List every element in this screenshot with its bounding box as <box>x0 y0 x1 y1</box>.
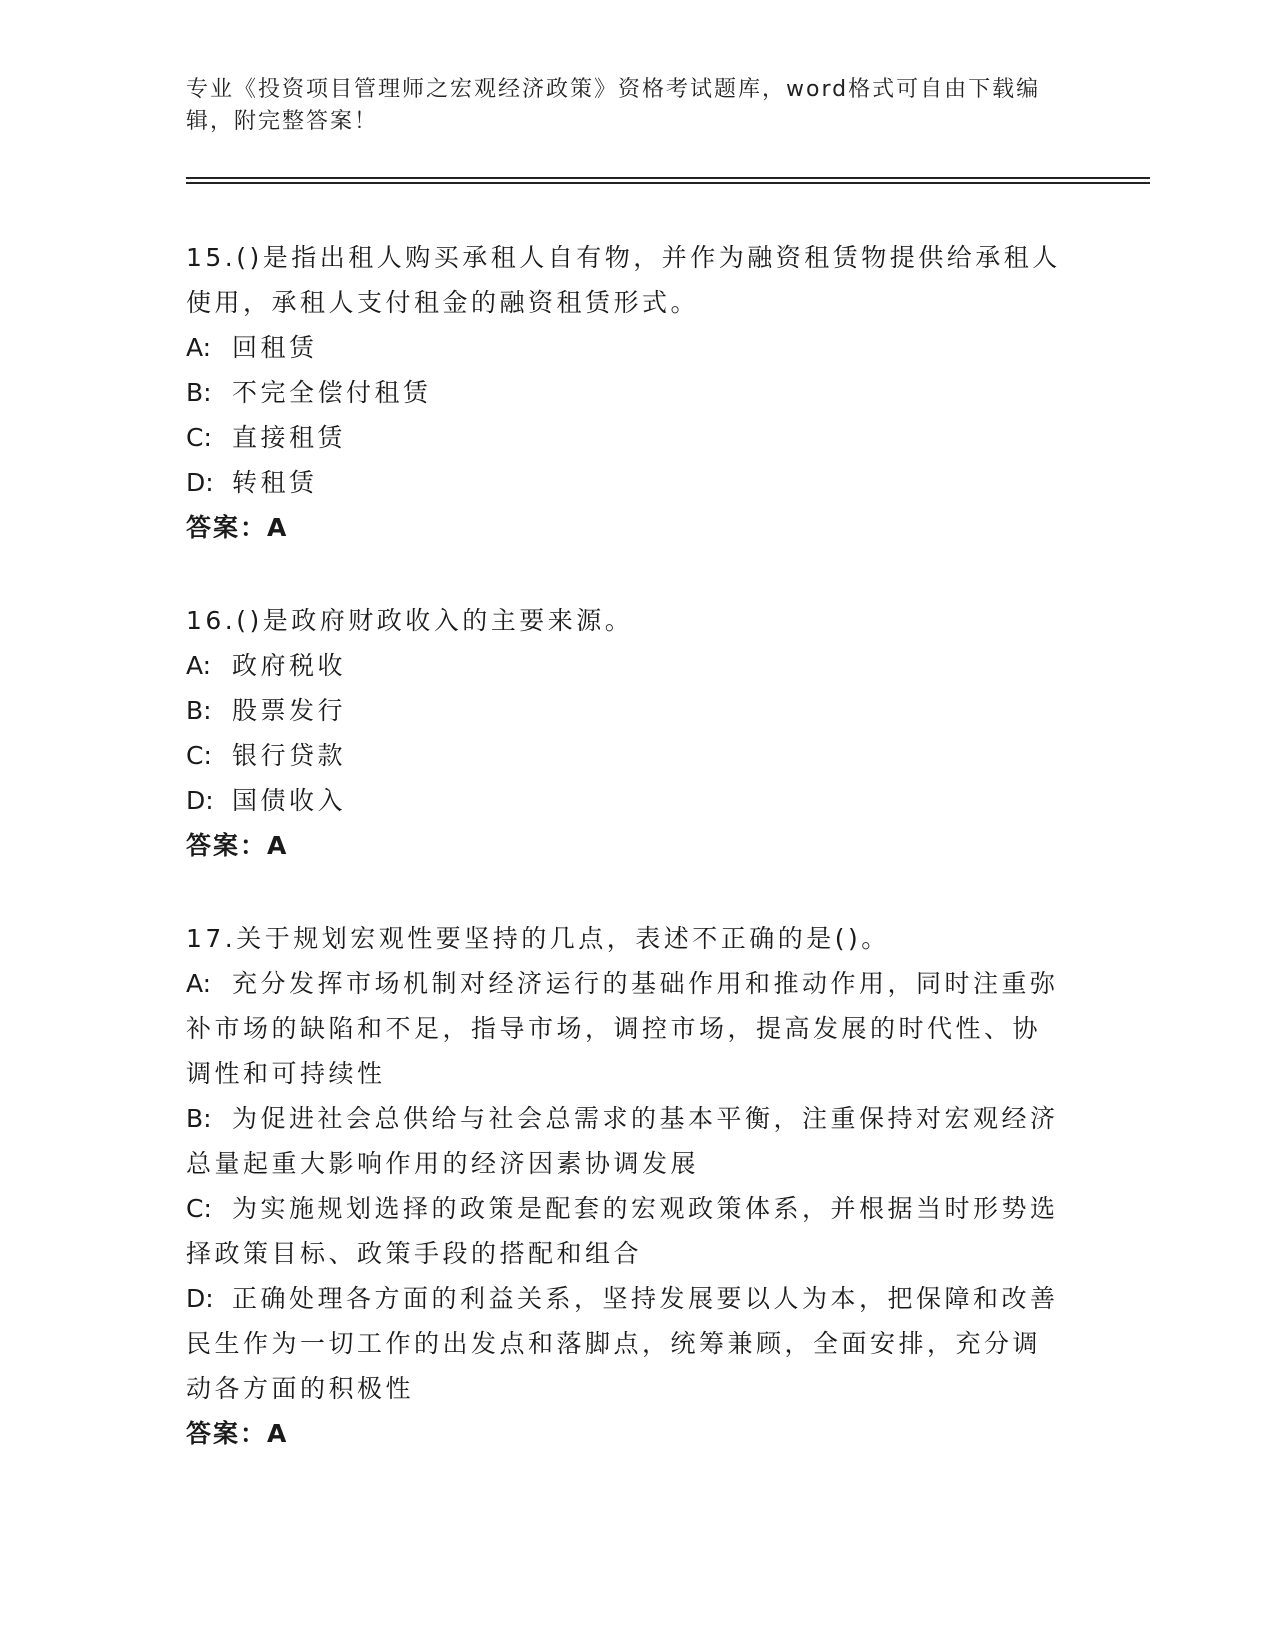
option-letter: B: <box>186 1104 212 1133</box>
option-b <box>186 370 1066 415</box>
option-letter: A: <box>186 651 212 680</box>
option-text: 国债收入 <box>232 786 347 815</box>
option-b <box>186 688 1066 733</box>
option-c <box>186 415 1066 460</box>
option-d <box>186 460 1066 505</box>
option-text: 充分发挥市场机制对经济运行的基础作用和推动作用，同时注重弥补市场的缺陷和不足，指导市场，调控市场，提高发展的时代性、协调性和可持续性 <box>186 969 1059 1088</box>
answer-line: 答案：A <box>186 831 289 860</box>
option-d <box>186 1276 1066 1411</box>
question-list <box>186 235 1066 1504</box>
option-text: 不完全偿付租赁 <box>232 378 432 407</box>
question-text: 16.()是政府财政收入的主要来源。 <box>186 606 634 635</box>
option-letter: D: <box>186 786 214 815</box>
question-17 <box>186 916 1066 1456</box>
option-text: 转租赁 <box>232 468 318 497</box>
option-text: 政府税收 <box>232 651 347 680</box>
document-header: 专业《投资项目管理师之宏观经济政策》资格考试题库，word格式可自由下载编辑，附完整答案！ <box>186 77 1041 134</box>
question-text: 15.()是指出租人购买承租人自有物，并作为融资租赁物提供给承租人使用，承租人支付租金的融资租赁形式。 <box>186 243 1061 317</box>
answer-line: 答案：A <box>186 513 289 542</box>
option-letter: D: <box>186 1284 214 1313</box>
option-text: 为促进社会总供给与社会总需求的基本平衡，注重保持对宏观经济总量起重大影响作用的经济因素协调发展 <box>186 1104 1059 1178</box>
option-text: 股票发行 <box>232 696 347 725</box>
option-letter: B: <box>186 696 212 725</box>
option-text: 为实施规划选择的政策是配套的宏观政策体系，并根据当时形势选择政策目标、政策手段的搭配和组合 <box>186 1194 1059 1268</box>
option-a <box>186 961 1066 1096</box>
answer-line: 答案：A <box>186 1419 289 1448</box>
option-letter: A: <box>186 333 212 362</box>
option-text: 直接租赁 <box>232 423 347 452</box>
option-a <box>186 643 1066 688</box>
option-letter: C: <box>186 423 212 452</box>
option-letter: B: <box>186 378 212 407</box>
option-letter: C: <box>186 1194 212 1223</box>
option-d <box>186 778 1066 823</box>
option-letter: D: <box>186 468 214 497</box>
option-letter: A: <box>186 969 212 998</box>
header-divider-top <box>186 177 1150 179</box>
option-text: 回租赁 <box>232 333 318 362</box>
option-text: 银行贷款 <box>232 741 347 770</box>
option-letter: C: <box>186 741 212 770</box>
option-b <box>186 1096 1066 1186</box>
option-c <box>186 733 1066 778</box>
option-text: 正确处理各方面的利益关系，坚持发展要以人为本，把保障和改善民生作为一切工作的出发点和落脚点，统筹兼顾，全面安排，充分调动各方面的积极性 <box>186 1284 1059 1403</box>
question-16 <box>186 598 1066 868</box>
question-text: 17.关于规划宏观性要坚持的几点，表述不正确的是()。 <box>186 924 890 953</box>
header-divider-bottom <box>186 182 1150 184</box>
question-15 <box>186 235 1066 550</box>
option-a <box>186 325 1066 370</box>
option-c <box>186 1186 1066 1276</box>
